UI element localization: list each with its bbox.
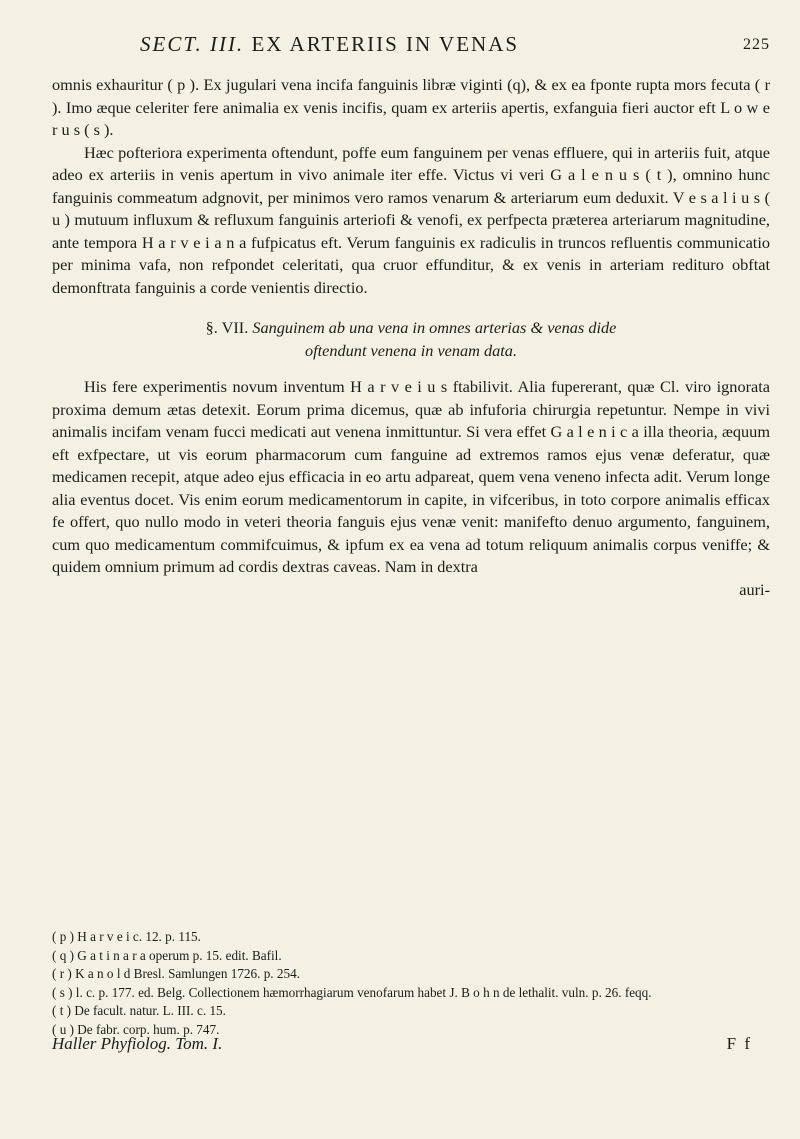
paragraph: Hæc pofteriora experimenta oftendunt, poffe eum fanguinem per venas effluere, qui in arteriis fuit, atque adeo ex arteriis in venis apertum in vivo animale iter effe. Victus vi veri G a l e n u s ( t ), omnino hunc fanguinis commeatum adgnovit, per minimos vero ramos venarum & arteriarum eum deduxit. V e s a l i u s ( u ) mutuum influxum & refluxum fanguinis arteriofi & venofi, ex perfpecta præterea arteriarum magnitudine, ante tempora H a r v e i a n a fufpicatus eft. Verum fanguinis ex radiculis in truncos refluentis communicatio per minima vafa, non refpondet celeritati, qua cruor effunditur, & ex venis in arteriam redituro obftat demonftrata fanguinis a corde venientis directio. [52,142,770,297]
catchword: auri- [739,579,770,599]
header-title: EX ARTERIIS IN VENAS [251,32,520,56]
footnote: ( p ) H a r v e i c. 12. p. 115. [52,929,201,944]
page-number: 225 [743,36,770,53]
paragraph: His fere experimentis novum inventum H a r v e i u s ftabilivit. Alia fupererant, quæ Cl. viro ignorata proxima demum ætas detexit. Eorum prima dicemus, quæ ab infuforia chirurgia repetuntur. Nempe in vivi animalis incifam venam fucci medicati aut venena inmittuntur. Si vera effet G a l e n i c a illa theoria, æquum eft exfpectare, ut vis eorum pharmacorum cum fanguine ad extremos ramos ejus venæ deferatur, quæ medicamen recepit, atque adeo ejus efficacia in eo artu adpareat, quem vena veneno infecta adit. Verum longe alia eventus docet. Vis enim eorum medicamentorum in capite, in vifceribus, in toto corpore animalis efficax fe offert, quo nullo modo in veteri theoria fanguis ejus venæ venit: manifefto denuo argumento, fanguinem, cum quo medicamentum commifcuimus, & ipfum ex ea vena ad totum reliquum animalis corpus veniffe; & quidem omnium primum ad cordis dextras caveas. Nam in dextra [52,377,770,576]
footnote: ( s ) l. c. p. 177. ed. Belg. Collectionem hæmorrhagiarum venofarum habet J. B o h n de lethalit. vuln. p. 26. feqq. [52,984,652,1000]
signature-line [52,1034,752,1054]
main-text [52,74,770,601]
section-title-line-1: Sanguinem ab una vena in omnes arterias & venas dide [252,318,617,337]
footnote: ( q ) G a t i n a r a operum p. 15. edit. Bafil. [52,947,282,963]
signature-left: Haller Phyfiolog. Tom. I. [52,1034,223,1053]
running-header [140,32,770,57]
footnote: ( t ) De facult. natur. L. III. c. 15. [52,1003,226,1018]
section-title-line-2: oftendunt venena in venam data. [304,340,518,360]
section-number: §. VII. [205,318,249,337]
signature-mark: F f [726,1034,752,1053]
section-heading [52,317,770,362]
paragraph: omnis exhauritur ( p ). Ex jugulari vena incifa fanguinis libræ viginti (q), & ex ea fponte rupta mors fecuta ( r ). Imo æque celeriter fere animalia ex venis incifis, quam ex arteriis apertis, exfanguia fieri auctor eft L o w e r u s ( s ). [52,75,770,139]
footnote: ( u ) De fabr. corp. hum. p. 747. [52,1021,220,1037]
footnote: ( r ) K a n o l d Bresl. Samlungen 1726. p. 254. [52,966,300,981]
header-section: SECT. III. [140,32,245,56]
footnotes [52,928,770,1039]
